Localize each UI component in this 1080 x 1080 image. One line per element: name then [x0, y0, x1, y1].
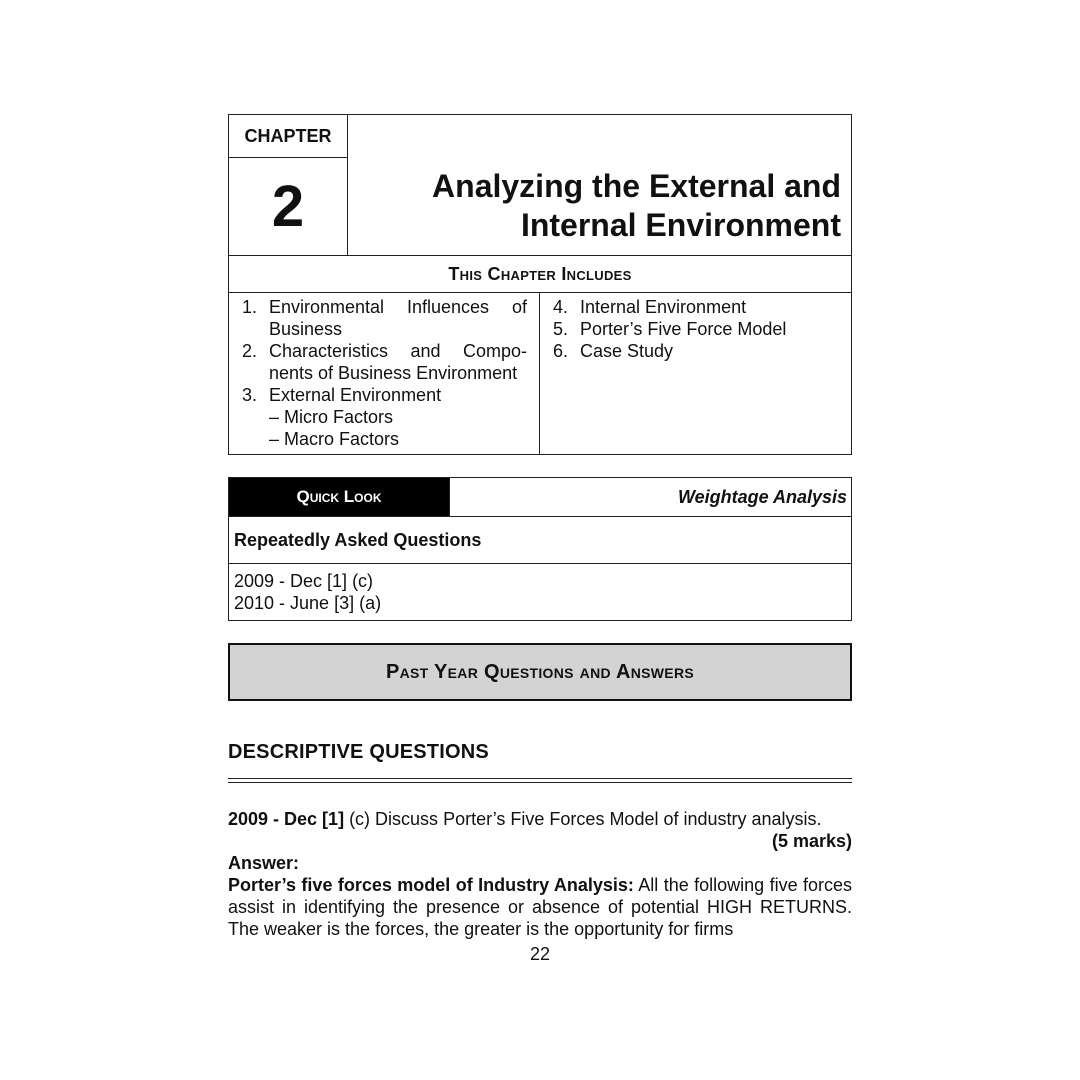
answer-lead: Porter’s five forces model of Industry Analysis: [228, 875, 634, 895]
list-item: 4. Internal Environment [552, 297, 747, 317]
sub-item: – Micro Factors [269, 407, 394, 427]
list-item: 3. External Environment [241, 385, 442, 405]
list-item: 1. Environmental Influences of Business [241, 297, 527, 339]
repeated-questions-list [229, 564, 851, 620]
chapter-title-line1: Analyzing the External and [432, 168, 841, 204]
quick-look-box [228, 477, 852, 621]
page-number: 22 [529, 944, 551, 964]
weightage-analysis-label: Weightage Analysis [449, 478, 851, 516]
includes-heading: This Chapter Includes [229, 256, 851, 293]
question-ref: 2009 - Dec [1] [228, 809, 345, 829]
quick-look-label: Quick Look [229, 478, 449, 516]
double-divider [228, 778, 852, 783]
page-content [228, 114, 852, 940]
list-item: 2009 - Dec [1] (c) [234, 571, 374, 591]
answer-body: All the following five forces assist in identifying the presence or absence of potential HIGH RETURNS. The weaker is the forces, the greater is the opportunity for firms [228, 875, 852, 939]
question-marks: (5 marks) [771, 831, 852, 851]
question-text [228, 808, 852, 830]
list-item: 5. Porter’s Five Force Model [552, 319, 787, 339]
past-year-questions-band: Past Year Questions and Answers [228, 643, 852, 701]
chapter-title [432, 167, 841, 245]
list-item: 6. Case Study [552, 341, 674, 361]
chapter-includes [228, 255, 852, 455]
chapter-label: CHAPTER [229, 115, 348, 158]
list-item: 2. Characteristics and Compo- nents of Business Environment [241, 341, 527, 383]
sub-item: – Macro Factors [269, 429, 400, 449]
chapter-number: 2 [229, 158, 348, 255]
answer-paragraph [228, 874, 852, 940]
repeated-questions-label: Repeatedly Asked Questions [229, 517, 851, 564]
question-body: (c) Discuss Porter’s Five Forces Model of industry analysis. [344, 809, 822, 829]
answer-label: Answer: [228, 853, 300, 873]
includes-right-column [540, 293, 851, 454]
descriptive-questions-heading: DESCRIPTIVE QUESTIONS [228, 741, 489, 763]
chapter-header [228, 114, 852, 255]
list-item: 2010 - June [3] (a) [234, 593, 382, 613]
includes-left-column [229, 293, 540, 454]
chapter-title-line2: Internal Environment [520, 207, 841, 243]
